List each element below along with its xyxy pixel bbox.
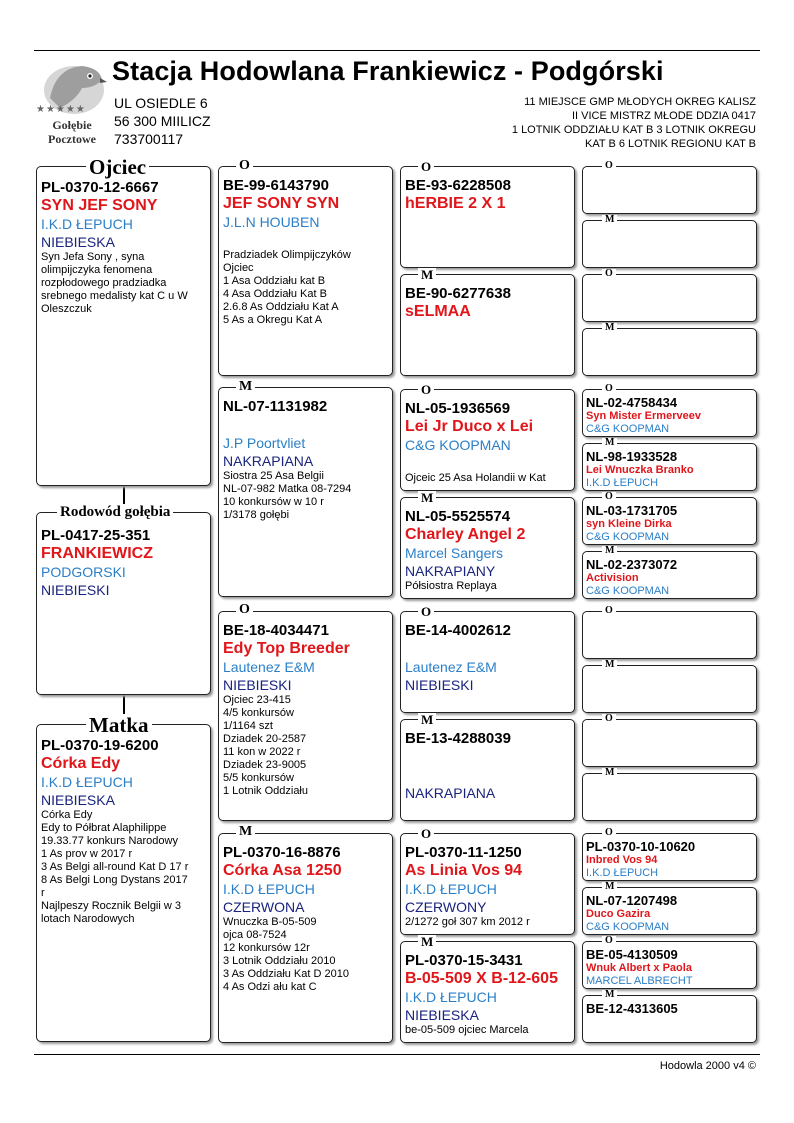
ring-number: NL-02-4758434 — [586, 395, 678, 410]
ring-number: NL-05-1936569 — [405, 400, 511, 417]
pigeon-name: Wnuk Albert x Paola — [586, 962, 692, 974]
header-top-rule — [34, 50, 760, 51]
tag-m: M — [602, 438, 617, 448]
tag-m: M — [602, 882, 617, 892]
gen4-box — [582, 887, 757, 935]
tag-m: M — [602, 660, 617, 670]
breeder: I.K.D ŁEPUCH — [405, 989, 497, 1005]
pigeon-name: sELMAA — [405, 303, 471, 320]
tag-m: M — [602, 215, 617, 225]
plumage-color: NAKRAPIANY — [405, 563, 496, 579]
address-line-3: 733700117 — [114, 131, 184, 147]
gen4-box — [582, 551, 757, 599]
gen3-box — [400, 274, 575, 376]
description: 2/1272 goł 307 km 2012 r — [405, 916, 530, 928]
gen4-box — [582, 443, 757, 491]
logo-text-1: Gołębie — [52, 118, 92, 132]
plumage-color: NIEBIESKI — [223, 677, 292, 693]
gen4-box — [582, 941, 757, 989]
pigeon-name: Duco Gazira — [586, 908, 651, 920]
pigeon-name: JEF SONY SYN — [223, 195, 340, 212]
breeder: I.K.D ŁEPUCH — [586, 477, 659, 489]
dam-label: Matka — [86, 714, 152, 736]
gen3-box — [400, 611, 575, 713]
plumage-color: CZERWONA — [223, 899, 305, 915]
footer-credit: Hodowla 2000 v4 © — [659, 1060, 756, 1072]
sire-sire-box — [218, 166, 393, 376]
tag-o: O — [418, 383, 434, 397]
page-title: Stacja Hodowlana Frankiewicz - Podgórski — [112, 56, 664, 86]
gen3-box — [400, 166, 575, 268]
breeder: I.K.D ŁEPUCH — [223, 881, 315, 897]
breeder: C&G KOOPMAN — [586, 585, 670, 597]
gen4-box — [582, 274, 757, 322]
logo-stars: ★★★★★ — [36, 104, 86, 115]
tag-m: M — [236, 380, 255, 394]
ring-number: BE-12-4313605 — [586, 1001, 678, 1016]
achievements — [396, 95, 756, 151]
address-line-2: 56 300 MIILICZ — [114, 113, 211, 129]
tag-o: O — [418, 160, 434, 174]
breeder: J.P Poortvliet — [223, 435, 306, 451]
description: be-05-509 ojciec Marcela — [405, 1024, 529, 1036]
breeder: C&G KOOPMAN — [405, 437, 511, 453]
description: Siostra 25 Asa Belgii NL-07-982 Matka 08-7294 10 konkursów w 10 r 1/3178 gołębi — [223, 470, 352, 521]
tag-m: M — [418, 713, 436, 727]
tag-o: O — [236, 603, 253, 617]
plumage-color: NIEBIESKA — [405, 1007, 479, 1023]
pigeon-name: SYN JEF SONY — [41, 197, 158, 214]
tag-o: O — [602, 936, 616, 946]
pigeon-name: Edy Top Breeder — [223, 640, 350, 657]
plumage-color: NIEBIESKA — [41, 234, 115, 250]
gen3-box — [400, 833, 575, 935]
tag-m: M — [418, 268, 436, 282]
ring-number: BE-90-6277638 — [405, 285, 511, 302]
breeder: C&G KOOPMAN — [586, 531, 670, 543]
footer-rule — [34, 1054, 760, 1055]
pigeon-name: hERBIE 2 X 1 — [405, 195, 506, 212]
description: Córka Edy Edy to Półbrat Alaphilippe 19.33.77 konkurs Narodowy 1 As prov w 2017 r 3 As Belgi all-round Kat D 17 r 8 As Belgi Long Dystans 2017 r Najlpeszy Rocznik Belgii w 3 lotach Narodowych — [41, 809, 189, 925]
gen4-box — [582, 995, 757, 1043]
gen4-box — [582, 773, 757, 821]
ring-number: NL-98-1933528 — [586, 449, 678, 464]
tag-o: O — [602, 492, 616, 502]
gen3-box — [400, 389, 575, 491]
gen4-box — [582, 611, 757, 659]
description: Pradziadek Olimpijczyków Ojciec 1 Asa Oddziału kat B 4 Asa Oddziału Kat B 2.6.8 As Oddziału Kat A 5 As a Okregu Kat A — [223, 249, 351, 326]
pigeon-name: Lei Wnuczka Branko — [586, 464, 694, 476]
ring-number: NL-07-1131982 — [223, 398, 328, 415]
breeder: Lautenez E&M — [405, 659, 497, 675]
ring-number: PL-0370-12-6667 — [41, 179, 159, 196]
logo-text-2: Pocztowe — [48, 132, 96, 146]
gen4-box — [582, 665, 757, 713]
gen4-box — [582, 389, 757, 437]
plumage-color: CZERWONY — [405, 899, 487, 915]
gen4-box — [582, 719, 757, 767]
breeder: I.K.D ŁEPUCH — [405, 881, 497, 897]
gen3-box — [400, 719, 575, 821]
ring-number: BE-99-6143790 — [223, 177, 329, 194]
sire-box — [36, 166, 211, 486]
subject-label: Rodowód gołębia — [57, 504, 173, 520]
tag-m: M — [236, 825, 255, 839]
description: Ojciec 23-415 4/5 konkursów 1/1164 szt Dziadek 20-2587 11 kon w 2022 r Dziadek 23-9005 5/5 konkursów 1 Lotnik Oddziału — [223, 694, 308, 797]
pigeon-name: B-05-509 X B-12-605 — [405, 970, 558, 987]
plumage-color: NIEBIESKI — [41, 582, 110, 598]
achievement-line: 1 LOTNIK ODDZIAŁU KAT B 3 LOTNIK OKREGU — [511, 124, 756, 136]
pigeon-name: Córka Asa 1250 — [223, 862, 342, 879]
pigeon-name: Syn Mister Ermerveev — [586, 410, 701, 422]
tag-m: M — [602, 768, 617, 778]
achievement-line: 11 MIEJSCE GMP MŁODYCH OKREG KALISZ — [524, 96, 756, 108]
gen4-box — [582, 497, 757, 545]
breeder: MARCEL ALBRECHT — [586, 975, 693, 987]
dam-dam-box — [218, 833, 393, 1043]
ring-number: BE-18-4034471 — [223, 622, 329, 639]
breeder: I.K.D ŁEPUCH — [586, 867, 659, 879]
pigeon-name: Charley Angel 2 — [405, 526, 526, 543]
tag-o: O — [418, 605, 434, 619]
sire-dam-box — [218, 387, 393, 597]
breeder: Lautenez E&M — [223, 659, 315, 675]
plumage-color: NAKRAPIANA — [405, 785, 496, 801]
ring-number: NL-02-2373072 — [586, 557, 678, 572]
achievement-line: KAT B 6 LOTNIK REGIONU KAT B — [585, 138, 756, 150]
gen3-box — [400, 497, 575, 599]
tag-o: O — [236, 159, 253, 173]
dam-box — [36, 724, 211, 1042]
tag-m: M — [602, 323, 617, 333]
gen4-box — [582, 220, 757, 268]
breeder: PODGORSKI — [41, 564, 126, 580]
description: Wnuczka B-05-509 ojca 08-7524 12 konkursów 12r 3 Lotnik Oddziału 2010 3 As Oddziału Kat D 2010 4 As Odzi ału kat C — [223, 916, 349, 993]
description: Ojceic 25 Asa Holandii w Kat — [405, 472, 546, 484]
pigeon-name: Córka Edy — [41, 755, 121, 772]
pigeon-name: Activision — [586, 572, 639, 584]
gen3-box — [400, 941, 575, 1043]
tag-m: M — [418, 491, 436, 505]
plumage-color: NIEBIESKI — [405, 677, 474, 693]
tag-o: O — [602, 384, 616, 394]
ring-number: PL-0370-19-6200 — [41, 737, 159, 754]
ring-number: PL-0370-16-8876 — [223, 844, 341, 861]
sire-label: Ojciec — [86, 156, 149, 178]
tag-o: O — [602, 828, 616, 838]
tag-o: O — [602, 269, 616, 279]
tag-o: O — [602, 606, 616, 616]
achievement-line: II VICE MISTRZ MŁODE DDZIA 0417 — [572, 110, 756, 122]
breeder: C&G KOOPMAN — [586, 921, 670, 933]
plumage-color: NIEBIESKA — [41, 792, 115, 808]
gen4-box — [582, 328, 757, 376]
tag-o: O — [602, 161, 616, 171]
description: Syn Jefa Sony , syna olimpijczyka fenomena rozpłodowego pradziadka srebnego medalisty kat C u W Oleszczuk — [41, 251, 188, 315]
breeder: I.K.D ŁEPUCH — [41, 216, 133, 232]
ring-number: PL-0370-15-3431 — [405, 952, 523, 969]
plumage-color: NAKRAPIANA — [223, 453, 314, 469]
pigeon-name: syn Kleine Dirka — [586, 518, 672, 530]
ring-number: BE-13-4288039 — [405, 730, 511, 747]
breeder: I.K.D ŁEPUCH — [41, 774, 133, 790]
ring-number: NL-03-1731705 — [586, 503, 678, 518]
ring-number: NL-07-1207498 — [586, 893, 678, 908]
tag-o: O — [602, 714, 616, 724]
breeder: J.L.N HOUBEN — [223, 214, 320, 230]
ring-number: PL-0370-11-1250 — [405, 844, 522, 861]
pigeon-name: As Linia Vos 94 — [405, 862, 523, 879]
dam-sire-box — [218, 611, 393, 821]
breeder: C&G KOOPMAN — [586, 423, 670, 435]
tag-m: M — [602, 546, 617, 556]
subject-box — [36, 512, 211, 695]
pigeon-name: FRANKIEWICZ — [41, 545, 153, 562]
tag-o: O — [418, 827, 434, 841]
ring-number: BE-14-4002612 — [405, 622, 511, 639]
pigeon-name: Lei Jr Duco x Lei — [405, 418, 534, 435]
gen4-box — [582, 166, 757, 214]
tag-m: M — [602, 990, 617, 1000]
tag-m: M — [418, 935, 436, 949]
logo — [36, 58, 108, 150]
gen4-box — [582, 833, 757, 881]
address-line-1: UL OSIEDLE 6 — [114, 95, 208, 111]
ring-number: PL-0417-25-351 — [41, 527, 151, 544]
ring-number: BE-05-4130509 — [586, 947, 678, 962]
ring-number: NL-05-5525574 — [405, 508, 511, 525]
breeder: Marcel Sangers — [405, 545, 504, 561]
description: Półsiostra Replaya — [405, 580, 497, 592]
ring-number: PL-0370-10-10620 — [586, 839, 696, 854]
pigeon-name: Inbred Vos 94 — [586, 854, 658, 866]
ring-number: BE-93-6228508 — [405, 177, 511, 194]
